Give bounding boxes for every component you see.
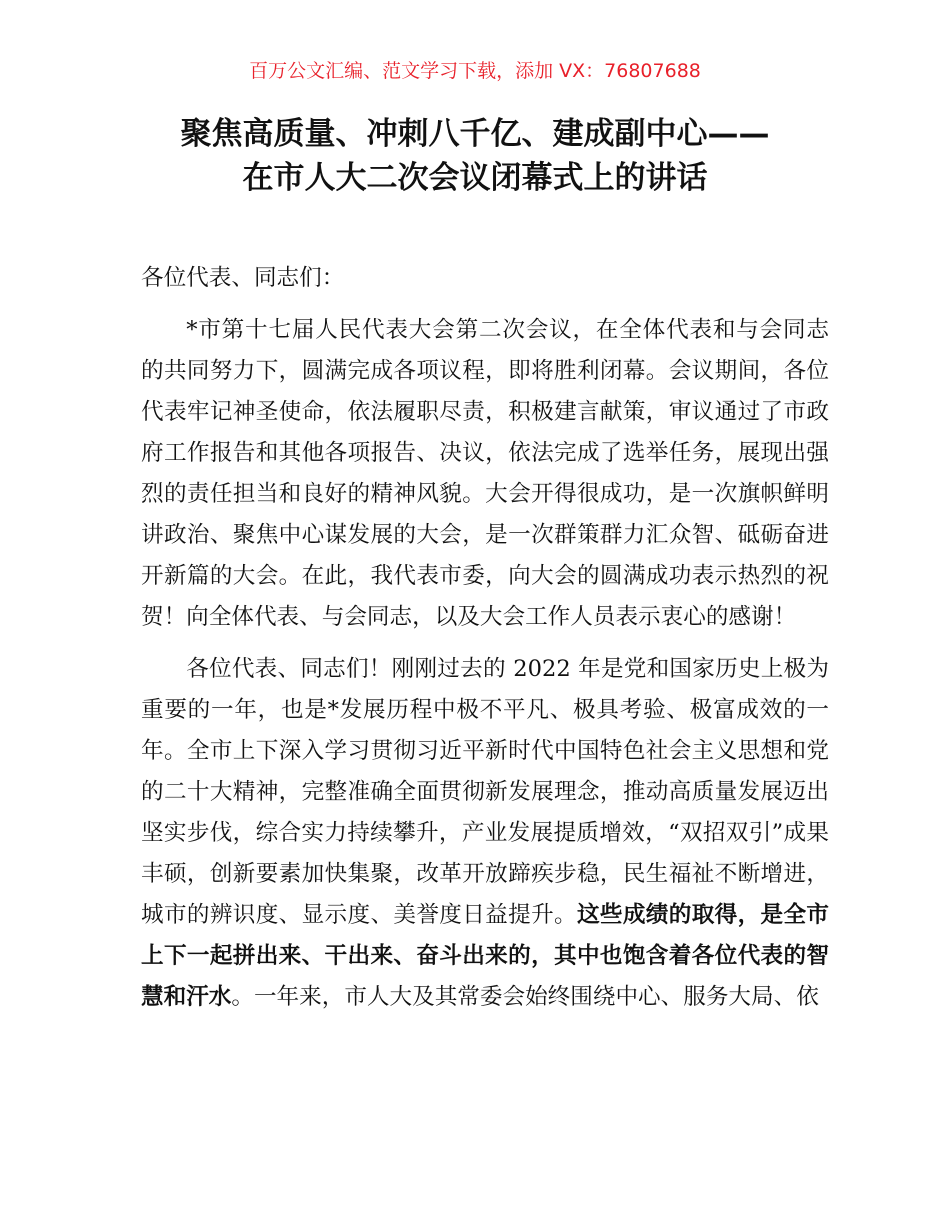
paragraph-2-text-continued: 。一年来，市人大及其常委会始终围绕中心、服务大局、依 bbox=[231, 984, 819, 1010]
document-title bbox=[0, 112, 950, 200]
title-line-2: 在市人大二次会议闭幕式上的讲话 bbox=[242, 160, 708, 196]
paragraph-2-text: 各位代表、同志们！刚刚过去的 2022 年是党和国家历史上极为重要的一年，也是*发展历程中极不平凡、极具考验、极富成效的一年。全市上下深入学习贯彻习近平新时代中国特色社会主义思想和党的二十大精神，完整准确全面贯彻新发展理念，推动高质量发展迈出坚实步伐，综合实力持续攀升，产业发展提质增效，“双招双引”成果丰硕，创新要素加快集聚，改革开放蹄疾步稳，民生福祉不断增进，城市的辨识度、显示度、美誉度日益提升。 bbox=[141, 656, 829, 928]
paragraph-2 bbox=[141, 649, 829, 1018]
paragraph-1: *市第十七届人民代表大会第二次会议，在全体代表和与会同志的共同努力下，圆满完成各项议程，即将胜利闭幕。会议期间，各位代表牢记神圣使命，依法履职尽责，积极建言献策，审议通过了市政府工作报告和其他各项报告、决议，依法完成了选举任务，展现出强烈的责任担当和良好的精神风貌。大会开得很成功，是一次旗帜鲜明讲政治、聚焦中心谋发展的大会，是一次群策群力汇众智、砥砺奋进开新篇的大会。在此，我代表市委，向大会的圆满成功表示热烈的祝贺！向全体代表、与会同志，以及大会工作人员表示衷心的感谢！ bbox=[141, 317, 829, 630]
document-body bbox=[141, 258, 829, 1029]
watermark-banner: 百万公文汇编、范文学习下载，添加 VX：76807688 bbox=[249, 60, 701, 82]
salutation: 各位代表、同志们： bbox=[141, 265, 345, 291]
title-line-1: 聚焦高质量、冲刺八千亿、建成副中心—— bbox=[180, 116, 770, 152]
paragraph-2-bold-emphasis: 这些成绩的取得，是全市上下一起拼出来、干出来、奋斗出来的，其中也饱含着各位代表的智慧和汗水 bbox=[141, 902, 830, 1010]
